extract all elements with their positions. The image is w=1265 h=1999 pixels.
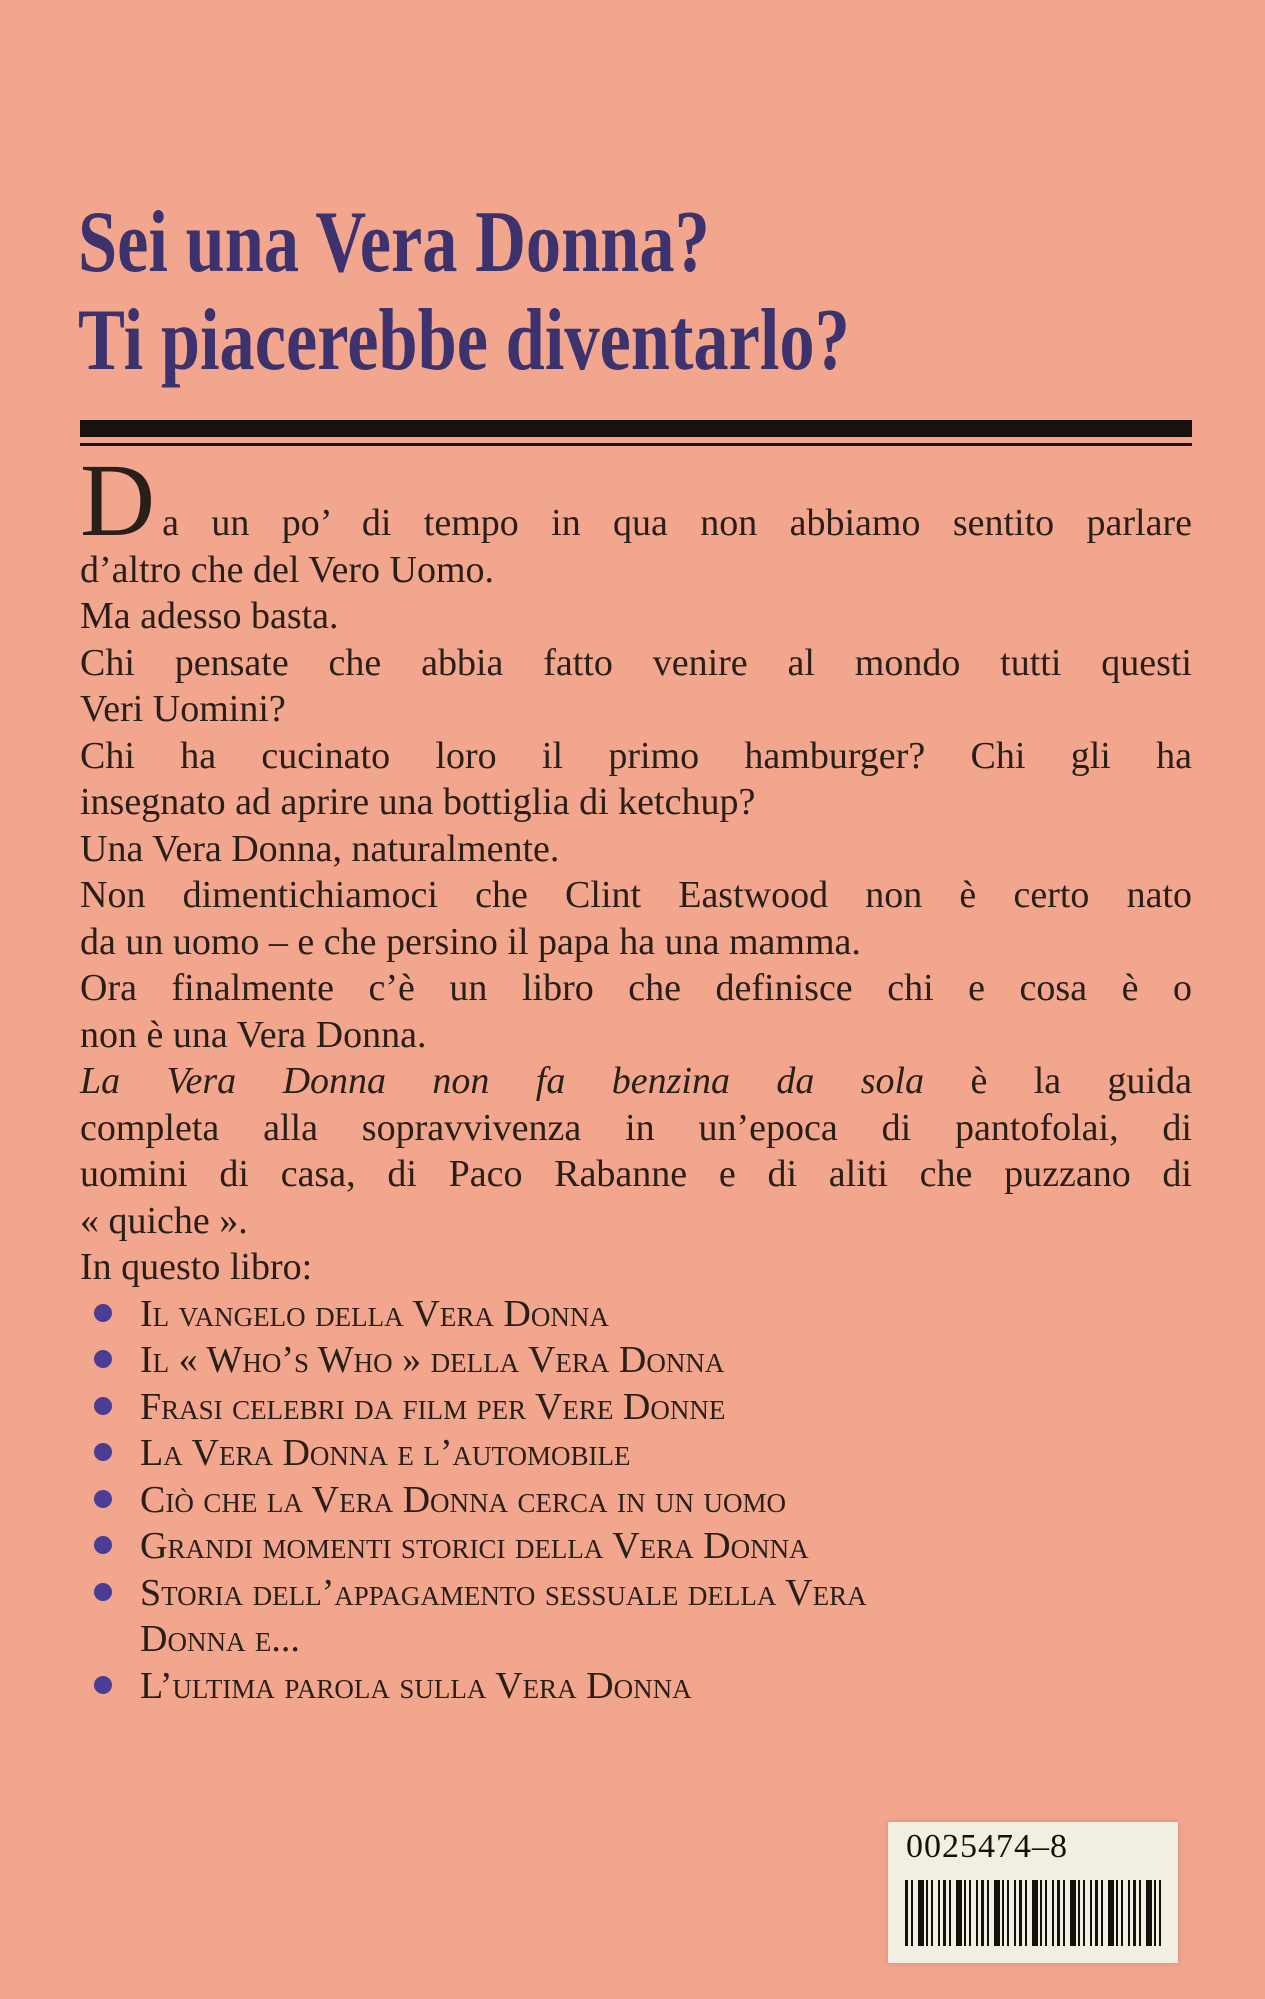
bullet-icon — [94, 1443, 112, 1461]
list-item — [80, 1523, 1192, 1570]
text-line: non è una Vera Donna. — [80, 1013, 427, 1056]
text-line: Ora finalmente c’è un libro che definisce chi e cosa è o — [80, 967, 1192, 1009]
list-line: L’ultima parola sulla Vera Donna — [140, 1664, 692, 1707]
text-line: Una Vera Donna, naturalmente. — [80, 827, 560, 870]
barcode-number: 0025474–8 — [906, 1828, 1068, 1865]
list-item — [80, 1291, 1192, 1338]
bullet-icon — [94, 1304, 112, 1322]
text-line: Chi pensate che abbia fatto venire al mondo tutti questi — [80, 641, 1192, 684]
text-line: completa alla sopravvivenza in un’epoca di pantofolai, di — [80, 1106, 1192, 1149]
list-line: Il vangelo della Vera Donna — [140, 1292, 609, 1335]
bullet-icon — [94, 1536, 112, 1554]
body-text — [80, 443, 1192, 1291]
list-line: Ciò che la Vera Donna cerca in un uomo — [140, 1478, 787, 1521]
double-rule — [80, 420, 1192, 446]
paragraph — [80, 733, 1192, 826]
list-item — [80, 1477, 1192, 1524]
list-line: Donna e... — [140, 1618, 300, 1660]
list-item — [80, 1337, 1192, 1384]
list-item — [80, 1430, 1192, 1477]
text-line: insegnato ad aprire una bottiglia di ketchup? — [80, 781, 756, 823]
book-title-italic: La Vera Donna non fa benzina da sola — [80, 1060, 925, 1102]
paragraph — [80, 1244, 1192, 1291]
text-line: da un uomo – e che persino il papa ha una mamma. — [80, 920, 861, 963]
text-line: d’altro che del Vero Uomo. — [80, 548, 495, 591]
barcode-label — [888, 1822, 1178, 1963]
bullet-icon — [94, 1583, 112, 1601]
paragraph — [80, 1058, 1192, 1244]
paragraph — [80, 826, 1192, 873]
bullet-icon — [94, 1676, 112, 1694]
text-line: uomini di casa, di Paco Rabanne e di aliti che puzzano di — [80, 1153, 1192, 1195]
title-line: Sei una Vera Donna? — [78, 194, 710, 291]
text-line: Veri Uomini? — [80, 688, 286, 730]
contents-list — [80, 1291, 1192, 1710]
text-line: Non dimentichiamoci che Clint Eastwood non è certo nato — [80, 874, 1192, 916]
text-line: La Vera Donna non fa benzina da sola è la guida — [80, 1060, 1192, 1102]
bullet-icon — [94, 1490, 112, 1508]
book-title — [78, 194, 850, 390]
list-line: Frasi celebri da film per Vere Donne — [140, 1385, 726, 1428]
text-line: Ma adesso basta. — [80, 595, 339, 637]
text-line: « quiche ». — [80, 1199, 248, 1242]
text-line: In questo libro: — [80, 1246, 313, 1288]
rule-thick — [80, 420, 1192, 437]
list-item — [80, 1570, 1192, 1663]
list-line: Il « Who’s Who » della Vera Donna — [140, 1339, 725, 1381]
paragraph — [80, 593, 1192, 640]
paragraph — [80, 443, 1192, 593]
bullet-icon — [94, 1350, 112, 1368]
blurb-text — [80, 443, 1192, 1709]
list-line: La Vera Donna e l’automobile — [140, 1432, 631, 1474]
barcode-image — [905, 1880, 1163, 1946]
list-line: Storia dell’appagamento sessuale della Vera — [140, 1571, 867, 1614]
text-line: Chi ha cucinato loro il primo hamburger? Chi gli ha — [80, 734, 1192, 777]
rule-thin — [80, 443, 1192, 446]
paragraph — [80, 640, 1192, 733]
list-item — [80, 1663, 1192, 1710]
list-line: Grandi momenti storici della Vera Donna — [140, 1525, 809, 1567]
paragraph — [80, 872, 1192, 965]
title-line: Ti piacerebbe diventarlo? — [78, 292, 850, 389]
text-line: Da un po’ di tempo in qua non abbiamo sentito parlare — [80, 443, 1192, 558]
list-item — [80, 1384, 1192, 1431]
bullet-icon — [94, 1397, 112, 1415]
drop-cap: D — [80, 443, 156, 558]
paragraph — [80, 965, 1192, 1058]
